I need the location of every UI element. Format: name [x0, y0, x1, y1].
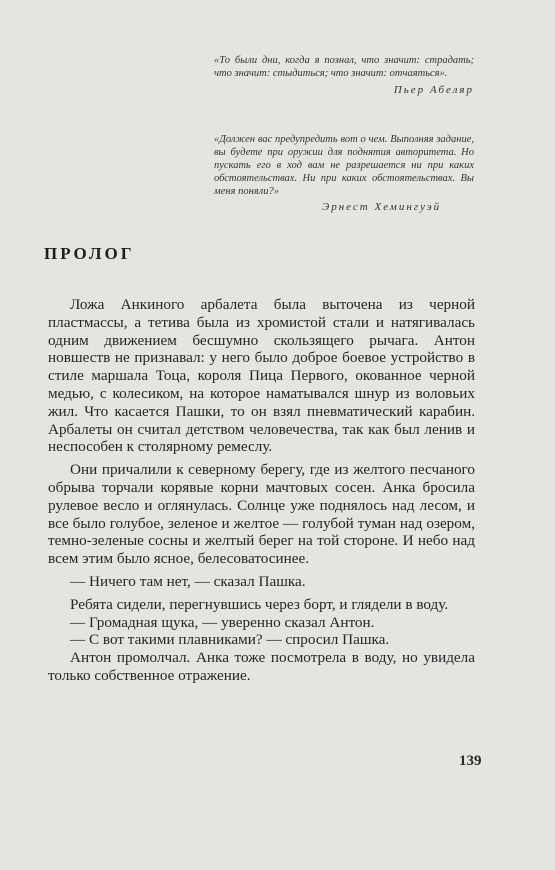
paragraph: Ребята сидели, перегнувшись через борт, и глядели в воду.	[70, 595, 449, 613]
epigraph-abelard	[214, 54, 474, 97]
epigraph-author: Эрнест Хемингуэй	[322, 201, 442, 213]
paragraph: Ложа Анкиного арбалета была выточена из черной пластмассы, а тетива была из хромистой стали и натягивалась одним движением бесшумно скользящего рычага. Антон новшеств не признавал: у него было доброе боевое устройство в стиле маршала Тоца, короля Пица Первого, окованное черной медью, с колесиком, на которое наматывался шнур из воловьих жил. Что касается Пашки, то он взял пневматический карабин. Арбалеты он считал детством человечества, так как был ленив и неспособен к столярному ремеслу.	[48, 296, 475, 456]
page-number: 139	[459, 753, 482, 769]
paragraph: Антон промолчал. Анка тоже посмотрела в воду, но увидела только собственное отражение.	[48, 649, 475, 684]
epigraph-hemingway	[214, 133, 474, 214]
chapter-heading: ПРОЛОГ	[44, 244, 135, 263]
epigraph-quote: «Должен вас предупредить вот о чем. Выполняя задание, вы будете при оружии для поднятия авторитета. Но пускать его в ход вам не разрешается ни при каких обстоятельствах. Ни при каких обстоятельствах. Вы меня поняли?»	[214, 134, 474, 197]
paragraph: — Громадная щука, — уверенно сказал Антон.	[70, 613, 375, 631]
epigraph-quote: «То были дни, когда я познал, что значит: страдать; что значит: стыдиться; что значит: отчаяться».	[214, 55, 474, 79]
paragraph: — С вот такими плавниками? — спросил Пашка.	[70, 631, 390, 649]
chapter-body	[48, 296, 475, 685]
paragraph: — Ничего там нет, — сказал Пашка.	[70, 572, 306, 590]
epigraph-author: Пьер Абеляр	[393, 84, 474, 96]
paragraph: Они причалили к северному берегу, где из желтого песчаного обрыва торчали корявые корни мачтовых сосен. Анка бросила рулевое весло и оглянулась. Солнце уже поднялось над лесом, и все было голубое, зеленое и желтое — голубой туман над озером, темно-зеленые сосны и желтый берег на той стороне. И небо над всем этим было ясное, белесоватосинее.	[48, 461, 475, 568]
